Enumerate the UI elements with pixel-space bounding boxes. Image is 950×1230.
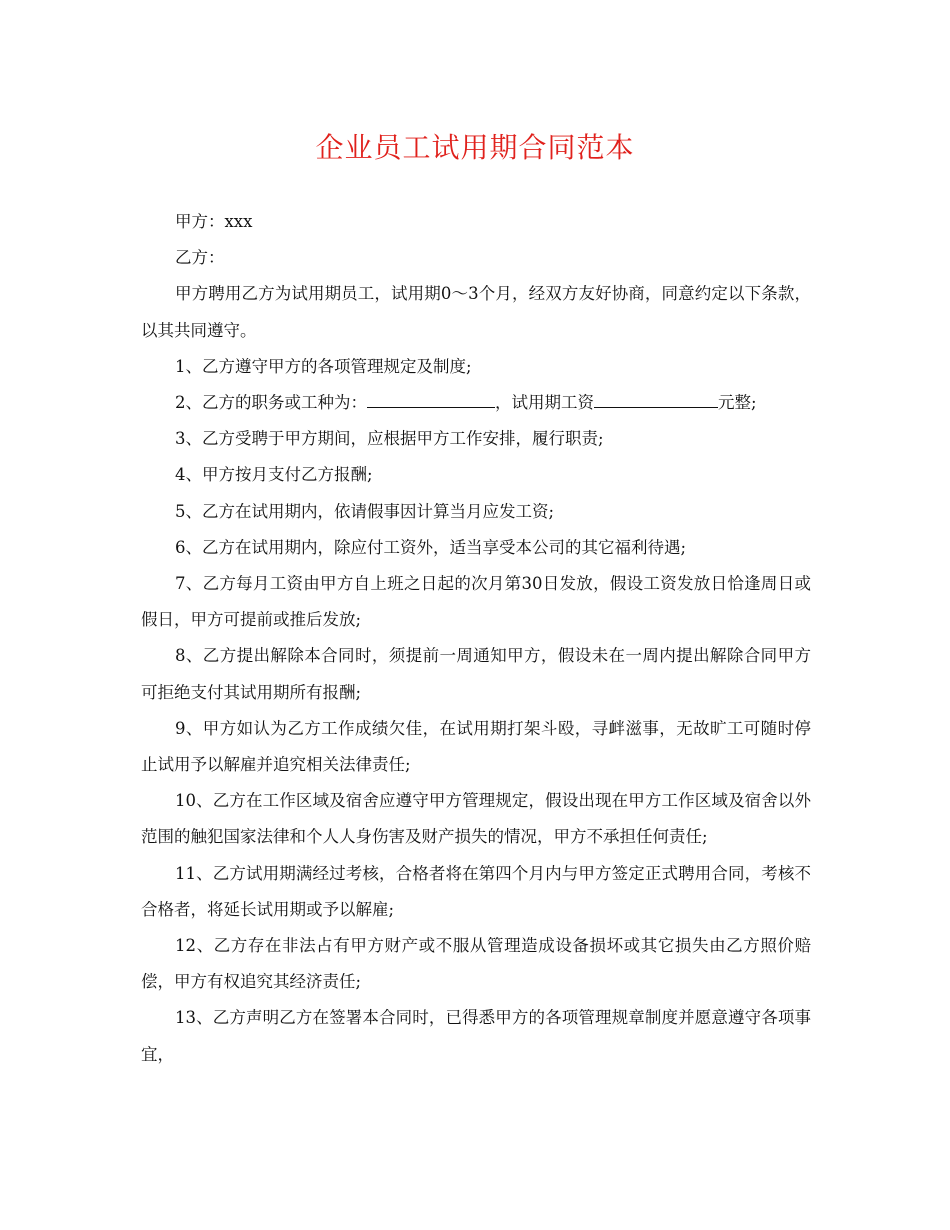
- clause-2: [141, 385, 811, 421]
- clause-12: 12、乙方存在非法占有甲方财产或不服从管理造成设备损坏或其它损失由乙方照价赔偿，甲方有权追究其经济责任;: [141, 936, 811, 992]
- clause-8: 8、乙方提出解除本合同时，须提前一周通知甲方，假设未在一周内提出解除合同甲方可拒绝支付其试用期所有报酬;: [141, 646, 811, 702]
- clause-2-text-unit: 元整;: [718, 393, 757, 413]
- clause-11: 11、乙方试用期满经过考核，合格者将在第四个月内与甲方签定正式聘用合同，考核不合格者，将延长试用期或予以解雇;: [141, 863, 811, 919]
- document-body: [141, 204, 811, 1073]
- clause-2-text-salary: ，试用期工资: [495, 393, 594, 413]
- clause-13: 13、乙方声明乙方在签署本合同时，已得悉甲方的各项管理规章制度并愿意遵守各项事宜，: [141, 1008, 811, 1064]
- clause-10: 10、乙方在工作区域及宿舍应遵守甲方管理规定，假设出现在甲方工作区域及宿舍以外范围的触犯国家法律和个人人身伤害及财产损失的情况，甲方不承担任何责任;: [141, 791, 811, 847]
- clause-6: 6、乙方在试用期内，除应付工资外，适当享受本公司的其它福利待遇;: [175, 537, 687, 557]
- clause-9: 9、甲方如认为乙方工作成绩欠佳，在试用期打架斗殴，寻衅滋事，无故旷工可随时停止试用予以解雇并追究相关法律责任;: [141, 718, 811, 775]
- clause-3: 3、乙方受聘于甲方期间，应根据甲方工作安排，履行职责;: [175, 429, 604, 449]
- clause-5: 5、乙方在试用期内，依请假事因计算当月应发工资;: [175, 501, 555, 521]
- party-b-line: 乙方：: [175, 248, 225, 268]
- clause-7: 7、乙方每月工资由甲方自上班之日起的次月第30日发放，假设工资发放日恰逢周日或假日，甲方可提前或推后发放;: [141, 574, 811, 630]
- party-a-line: 甲方：xxx: [175, 212, 253, 231]
- intro-paragraph: 甲方聘用乙方为试用期员工，试用期0～3个月，经双方友好协商，同意约定以下条款，以其共同遵守。: [141, 284, 811, 340]
- position-blank: [367, 393, 495, 408]
- clause-4: 4、甲方按月支付乙方报酬;: [175, 465, 373, 485]
- clause-1: 1、乙方遵守甲方的各项管理规定及制度;: [175, 356, 472, 376]
- document-title: 企业员工试用期合同范本: [315, 131, 635, 164]
- clause-2-text-position: 2、乙方的职务或工种为：: [175, 393, 367, 413]
- salary-blank: [594, 393, 718, 408]
